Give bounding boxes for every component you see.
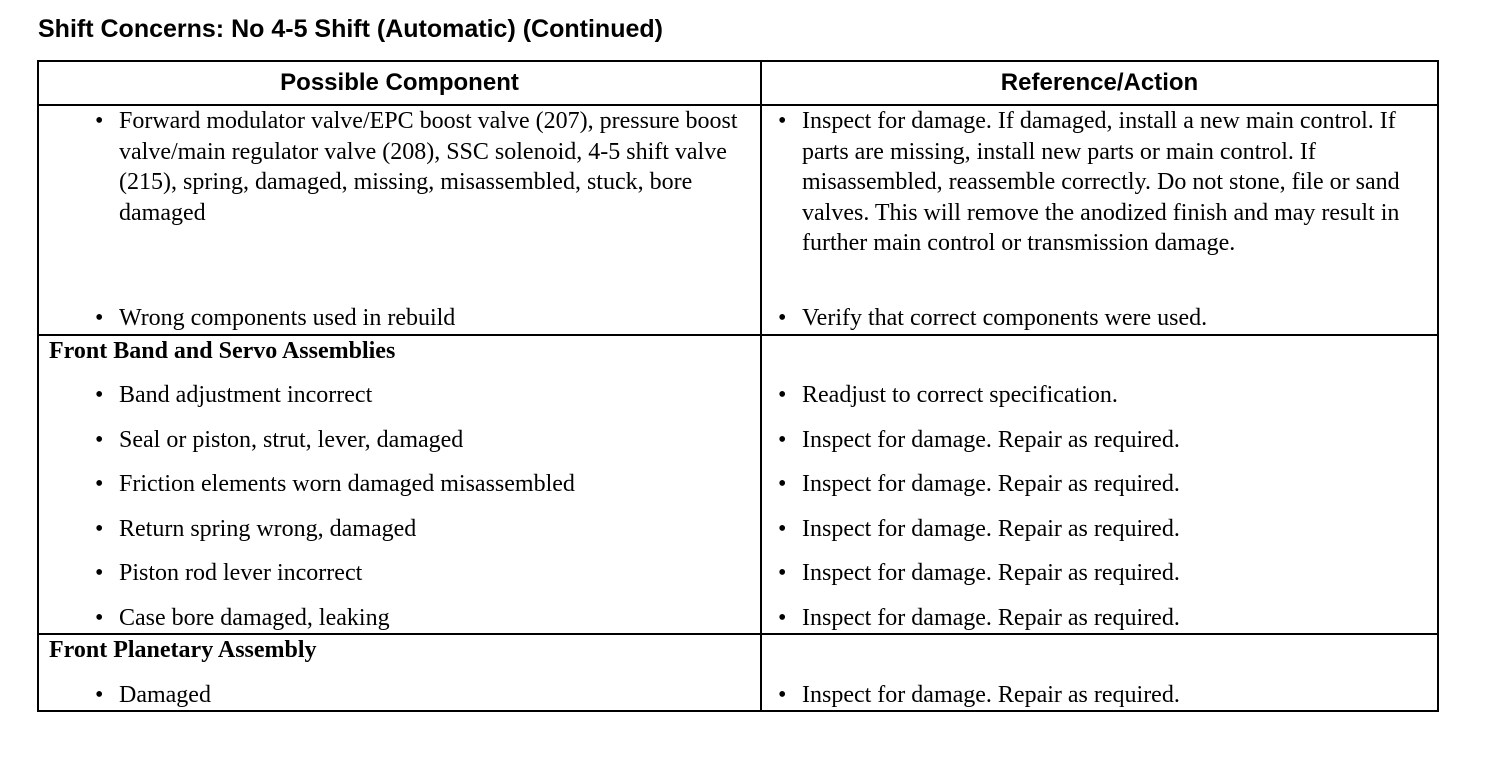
bullet-icon: • bbox=[778, 560, 787, 586]
action-cell bbox=[761, 634, 1438, 711]
bullet-icon: • bbox=[95, 382, 104, 408]
list-item bbox=[762, 303, 1437, 334]
bullet-icon: • bbox=[95, 305, 104, 331]
component-text: Wrong components used in rebuild bbox=[119, 305, 456, 331]
list-item bbox=[39, 106, 760, 289]
action-text: Inspect for damage. Repair as required. bbox=[802, 515, 1180, 542]
page-title: Shift Concerns: No 4-5 Shift (Automatic) (Continued) bbox=[38, 15, 663, 43]
bullet-icon: • bbox=[95, 681, 104, 708]
list-item bbox=[39, 425, 760, 456]
bullet-icon: • bbox=[778, 426, 787, 453]
action-text: Verify that correct components were used. bbox=[802, 305, 1208, 331]
action-text: Inspect for damage. Repair as required. bbox=[802, 681, 1180, 708]
list-item bbox=[762, 603, 1437, 634]
group-title: Front Planetary Assembly bbox=[49, 637, 317, 663]
table-row-group-front-planetary bbox=[38, 634, 1438, 711]
bullet-icon: • bbox=[95, 108, 104, 134]
list-item bbox=[762, 514, 1437, 545]
list-item bbox=[39, 380, 760, 411]
action-text: Readjust to correct specification. bbox=[802, 382, 1118, 408]
bullet-icon: • bbox=[778, 681, 787, 708]
action-text: Inspect for damage. Repair as required. bbox=[802, 604, 1180, 631]
component-text: Friction elements worn damaged misassembled bbox=[119, 471, 575, 497]
component-text: Band adjustment incorrect bbox=[119, 382, 373, 408]
bullet-icon: • bbox=[778, 305, 787, 331]
bullet-icon: • bbox=[778, 108, 787, 134]
list-item bbox=[39, 514, 760, 545]
component-text: Forward modulator valve/EPC boost valve (207), pressure boost valve/main regulator valve (208), SSC solenoid, 4-5 shift valve (215), spring, damaged, missing, misassembled, stuck, bore damaged bbox=[119, 108, 738, 226]
action-cell bbox=[761, 335, 1438, 635]
list-item bbox=[762, 106, 1437, 289]
component-text: Piston rod lever incorrect bbox=[119, 560, 363, 586]
header-reference-action: Reference/Action bbox=[761, 61, 1438, 105]
list-item bbox=[762, 680, 1437, 711]
list-item bbox=[39, 680, 760, 711]
component-text: Damaged bbox=[119, 681, 211, 708]
bullet-icon: • bbox=[778, 604, 787, 631]
group-title-spacer bbox=[762, 336, 1437, 367]
list-item bbox=[39, 469, 760, 500]
component-cell bbox=[38, 335, 761, 635]
action-cell bbox=[761, 105, 1438, 335]
shift-concerns-table bbox=[37, 60, 1439, 712]
bullet-icon: • bbox=[778, 515, 787, 542]
action-text: Inspect for damage. If damaged, install a new main control. If parts are missing, install new parts or main control. If misassembled, reassemble correctly. Do not stone, file or sand valves. This will remove the anodized finish and may result in further main control or transmission damage. bbox=[802, 108, 1400, 256]
table-header-row bbox=[38, 61, 1438, 105]
list-item bbox=[762, 558, 1437, 589]
component-text: Seal or piston, strut, lever, damaged bbox=[119, 426, 464, 453]
action-text: Inspect for damage. Repair as required. bbox=[802, 426, 1180, 453]
bullet-icon: • bbox=[95, 471, 104, 497]
bullet-icon: • bbox=[95, 604, 104, 631]
list-item bbox=[762, 380, 1437, 411]
bullet-icon: • bbox=[778, 471, 787, 497]
list-item bbox=[762, 469, 1437, 500]
bullet-icon: • bbox=[778, 382, 787, 408]
list-item bbox=[39, 303, 760, 334]
list-item bbox=[762, 425, 1437, 456]
list-item bbox=[39, 558, 760, 589]
group-title-spacer bbox=[762, 635, 1437, 666]
bullet-icon: • bbox=[95, 515, 104, 542]
component-text: Case bore damaged, leaking bbox=[119, 604, 390, 631]
table-row-group-front-band-servo bbox=[38, 335, 1438, 635]
bullet-icon: • bbox=[95, 560, 104, 586]
table-row-group-main-control bbox=[38, 105, 1438, 335]
action-text: Inspect for damage. Repair as required. bbox=[802, 560, 1180, 586]
component-cell bbox=[38, 105, 761, 335]
component-cell bbox=[38, 634, 761, 711]
action-text: Inspect for damage. Repair as required. bbox=[802, 471, 1180, 497]
group-title: Front Band and Servo Assemblies bbox=[49, 337, 396, 364]
header-possible-component: Possible Component bbox=[38, 61, 761, 105]
list-item bbox=[39, 603, 760, 634]
component-text: Return spring wrong, damaged bbox=[119, 515, 417, 542]
bullet-icon: • bbox=[95, 426, 104, 453]
